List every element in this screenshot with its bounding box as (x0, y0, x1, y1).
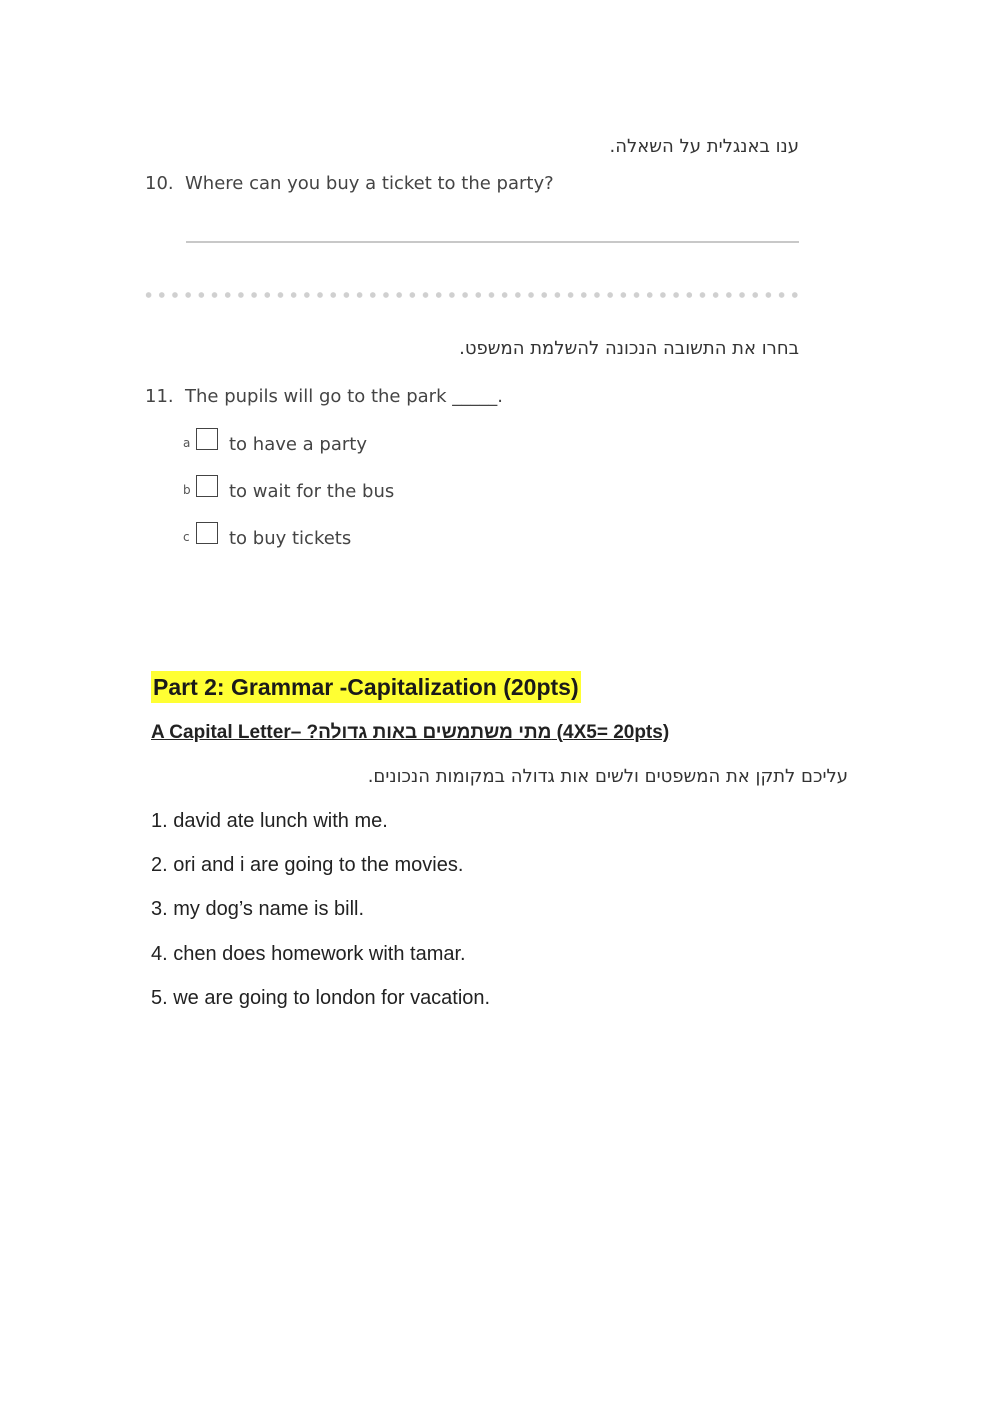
part2-title: Part 2: Grammar -Capitalization (20pts) (151, 671, 581, 703)
sentence-5: 5. we are going to london for vacation. (151, 987, 491, 1009)
q10-instruction: ענו באנגלית על השאלה. (609, 136, 799, 157)
option-checkbox[interactable] (196, 522, 218, 544)
option-checkbox[interactable] (196, 428, 218, 450)
q11-text: The pupils will go to the park _____. (185, 386, 503, 407)
dotted-separator (142, 292, 802, 298)
option-label: to have a party (229, 434, 367, 455)
part2-instruction: עליכם לתקן את המשפטים ולשים אות גדולה במקומות הנכונים. (367, 766, 848, 787)
q11-question (145, 386, 503, 407)
sentence-4: 4. chen does homework with tamar. (151, 943, 466, 965)
option-label: to buy tickets (229, 528, 352, 549)
option-letter: a (183, 436, 191, 450)
q10-number: 10. (145, 173, 174, 194)
option-label: to wait for the bus (229, 481, 395, 502)
q10-answer-line[interactable] (186, 241, 799, 243)
option-letter: b (183, 483, 191, 497)
option-letter: c (183, 530, 190, 544)
q10-text: Where can you buy a ticket to the party? (185, 173, 554, 194)
sentence-2: 2. ori and i are going to the movies. (151, 854, 464, 876)
q11-number: 11. (145, 386, 174, 407)
sentence-3: 3. my dog’s name is bill. (151, 898, 365, 920)
option-checkbox[interactable] (196, 475, 218, 497)
q10-question (145, 173, 554, 194)
q11-instruction: בחרו את התשובה הנכונה להשלמת המשפט. (459, 338, 799, 359)
part2-subtitle: A Capital Letter– ?מתי משתמשים באות גדולה (4X5= 20pts) (151, 722, 670, 743)
sentence-1: 1. david ate lunch with me. (151, 810, 388, 832)
